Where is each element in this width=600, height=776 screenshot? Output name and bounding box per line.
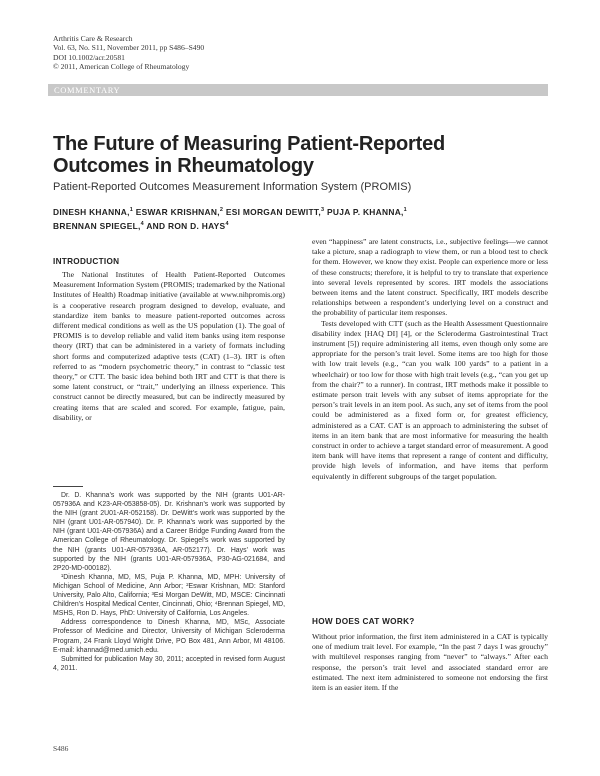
affiliation-mark: 4: [225, 221, 229, 228]
section-banner: COMMENTARY: [48, 84, 548, 96]
footnote-divider: [53, 486, 83, 487]
affiliation-mark: 1: [129, 207, 134, 213]
author-name: PUJA P. KHANNA,: [324, 206, 404, 217]
volume-info: Vol. 63, No. S11, November 2011, pp S486–S490: [53, 43, 205, 53]
author-name: ESWAR KRISHNAN,: [133, 206, 220, 217]
author-list: [53, 204, 523, 233]
right-column-body: [312, 237, 548, 482]
article-title: The Future of Measuring Patient-Reported Outcomes in Rheumatology: [53, 133, 446, 177]
author-name: DINESH KHANNA,: [53, 206, 130, 217]
affiliation-mark: 1: [403, 207, 408, 213]
author-name: AND RON D. HAYS: [144, 221, 226, 232]
affiliation-footnote: ¹Dinesh Khanna, MD, MS, Puja P. Khanna, MD, MPH: University of Michigan School of Medicine, Ann Arbor; ²Eswar Krishnan, MD: Stanford University, Palo Alto, California; ³Esi Morgan DeWitt, MD, MSCE: Cincinnati Children’s Hospital Medical Center, Cincinnati, Ohio; ⁴Brennan Spiegel, MD, MSHS, Ron D. Hays, PhD: University of California, Los Angeles.: [53, 573, 285, 618]
author-name: BRENNAN SPIEGEL,: [53, 221, 141, 232]
doi: DOI 10.1002/acr.20581: [53, 52, 125, 62]
page-number: S486: [53, 744, 69, 753]
affiliation-mark: 3: [321, 207, 325, 213]
affiliation-mark: 4: [140, 221, 144, 228]
journal-meta: [53, 34, 204, 72]
funding-footnote: Dr. D. Khanna’s work was supported by the NIH (grants U01-AR-057936A and K23-AR-053858-05). Dr. Krishnan’s work was supported by the NIH (grant 2U01-AR-052158). Dr. DeWitt’s work was supported by the NIH (grant U01-AR-057940). Dr. P. Khanna’s work was supported by the NIH (grant U01-AR-057936A) and a Career Bridge Funding Award from the American College of Rheumatology. Dr. Spiegel’s work was supported by the NIH (grants U01-AR-057936A, AR-052177). Dr. Hays’ work was supported by the NIH (grants U01-AR-057936A, P30-AG-021684, and 2P20-MD-000182).: [53, 492, 285, 572]
journal-name: Arthritis Care & Research: [53, 34, 133, 43]
paragraph: Tests developed with CTT (such as the Health Assessment Questionnaire disability index [HAQ DI] [4], or the Scleroderma Gastrointestinal Tract instrument [5]) require administering all items, even though only some are appropriate for the person’s trait level. Some items are too high for those with low trait levels (e.g., “can you walk 100 yards” to a patient in a wheelchair) or too low for those with high trait levels (e.g., “can you get up from the chair?” to a runner). In contrast, IRT methods make it possible to estimate person trait levels with any subset of items appropriate for the person’s trait levels in an item pool. As such, any set of items from the pool could be administered as a fixed form or, for greatest efficiency, administered as a CAT. CAT is an approach to administering the subset of items in an item bank that are most informative for measuring the health construct in order to achieve a target standard error of measurement. A good item bank will have items that represent a range of content and difficulty, provide high levels of information, and have items that perform equivalently in different subgroups of the target population.: [312, 318, 548, 481]
correspondence-footnote: Address correspondence to Dinesh Khanna, MD, MSc, Associate Professor of Medicine and Director, University of Michigan Scleroderma Program, 24 Frank Lloyd Wright Drive, PO Box 481, Ann Arbor, MI 48106. E-mail: khannad@med.umich.edu.: [53, 619, 285, 654]
cat-section-body: [312, 632, 548, 693]
affiliation-mark: 2: [219, 207, 224, 213]
paragraph: The National Institutes of Health Patient-Reported Outcomes Measurement Information System (PROMIS; trademarked by the National Institutes of Health) Roadmap initiative (available at www.nihpromis.org) is a cooperative research program designed to develop, evaluate, and standardize item banks to measure patient-reported outcomes across different medical conditions as well as the US population (1). The goal of PROMIS is to develop reliable and valid item banks using item response theory (IRT) that can be administered in a variety of formats including short forms and computerized adaptive tests (CAT) (1–3). IRT is often referred to as “modern psychometric theory,” in contrast to “classic test theory,” or CTT. The basic idea behind both IRT and CTT is that there is some latent construct, or “trait,” underlying an illness experience. This construct cannot be directly measured, but can be indirectly measured by creating items that are scaled and scored. For example, fatigue, pain, disability, or: [53, 270, 285, 422]
section-heading-cat: HOW DOES CAT WORK?: [312, 617, 415, 626]
article-subtitle: Patient-Reported Outcomes Measurement Information System (PROMIS): [53, 181, 412, 193]
footnotes: [53, 491, 285, 673]
paragraph: even “happiness” are latent constructs, i.e., subjective feelings—we cannot take a picture, snap a radiograph to view them, or run a blood test to check for them. However, we know they exist. People can experience more or less of these constructs; therefore, it is helpful to try to translate that experience into several levels represented by scores. IRT models the associations between items and the latent construct. Specifically, IRT models describe relationships between a respondent’s underlying level on a construct and the probability of particular item responses.: [312, 237, 548, 318]
copyright: © 2011, American College of Rheumatology: [53, 62, 190, 72]
author-name: ESI MORGAN DEWITT,: [223, 206, 322, 217]
section-heading-introduction: INTRODUCTION: [53, 257, 120, 266]
left-column-body: [53, 270, 285, 423]
paragraph: Without prior information, the first item administered in a CAT is typically one of medium trait level. For example, “In the past 7 days I was grouchy” with multilevel responses ranging from “never” to “always.” After each response, the person’s trait level and associated standard error are estimated. The next item administered to someone not endorsing the first item is an easier item. If the: [312, 632, 548, 693]
submission-footnote: Submitted for publication May 30, 2011; accepted in revised form August 4, 2011.: [53, 655, 285, 672]
